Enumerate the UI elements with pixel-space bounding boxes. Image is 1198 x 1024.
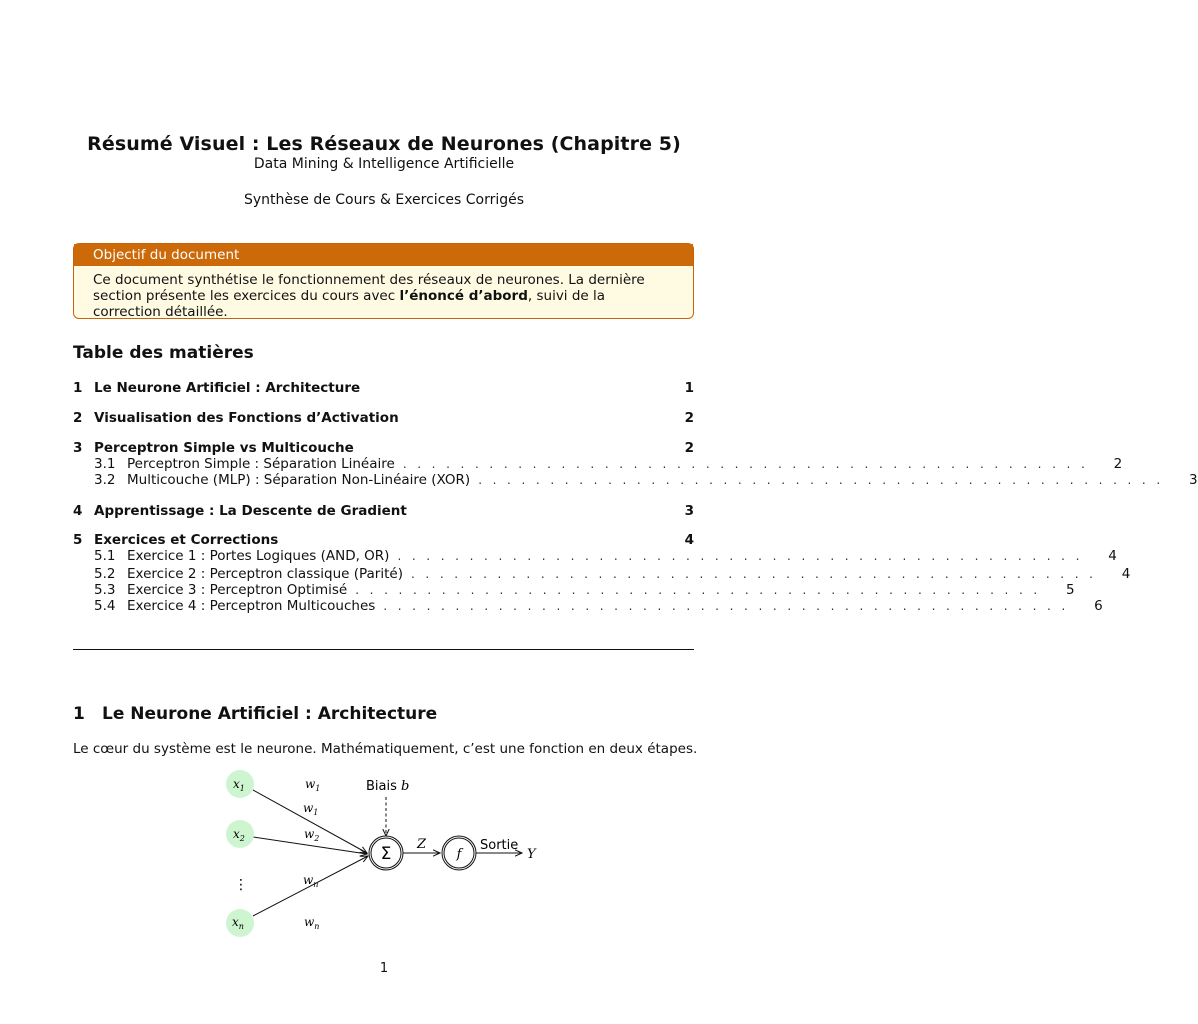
objective-text-bold: l’énoncé d’abord [399,288,528,304]
z-label: Z [417,837,427,852]
toc-entry-number: 3.2 [94,472,116,488]
toc-entry-page: 5 [1066,582,1075,598]
output-label: Sortie [480,838,519,853]
weight-label: $w_2$ [304,827,320,843]
toc-entry-page: 6 [1094,598,1103,614]
document-subtitle: Data Mining & Intelligence Artificielle [253,156,515,172]
section-divider [73,649,694,650]
vertical-ellipsis: ⋮ [234,877,248,893]
toc-title: Table des matières [73,343,254,363]
neuron-diagram [0,760,768,950]
toc-leader-dots: . . . . . . . . . . . . . . . . . . . . . . . . . . . . . . . . . . . . . . . . . . . . . . . . [355,583,1041,597]
toc-subentry[interactable] [73,582,1075,599]
toc-entry-label: Exercice 1 : Portes Logiques (AND, OR) [127,548,390,564]
toc-entry[interactable] [73,532,694,549]
objective-text-start: Ce document synthétise le fonctionnement des réseaux de neurones. La dernière section présente les exercices du cours avec [93,272,645,304]
toc-entry-label: Le Neurone Artificiel : Architecture [94,380,361,396]
toc-entry-label: Exercices et Corrections [94,532,279,548]
section-title: Le Neurone Artificiel : Architecture [102,704,438,724]
document-title: Résumé Visuel : Les Réseaux de Neurones (Chapitre 5) [87,133,681,155]
toc-leader-dots: . . . . . . . . . . . . . . . . . . . . . . . . . . . . . . . . . . . . . . . . . . . . . . . . [478,473,1164,487]
weight-label: $w_n$ [304,915,320,931]
weight-label: $w_1$ [303,801,319,817]
bias-label: Biais b [366,779,410,794]
toc-entry[interactable] [73,380,694,397]
toc-entry-page: 4 [684,532,694,548]
toc-entry-label: Visualisation des Fonctions d’Activation [94,410,399,426]
section-intro: Le cœur du système est le neurone. Mathématiquement, c’est une fonction en deux étapes. [73,741,698,757]
toc-leader-dots: . . . . . . . . . . . . . . . . . . . . . . . . . . . . . . . . . . . . . . . . . . . . . . . . [410,567,1097,581]
section-number: 1 [73,704,85,724]
toc-leader-dots: . . . . . . . . . . . . . . . . . . . . . . . . . . . . . . . . . . . . . . . . . . . . . . . . [397,549,1083,563]
objective-text [74,266,693,320]
input-label-x1: $x_1$ [233,777,245,793]
toc-leader-dots: . . . . . . . . . . . . . . . . . . . . . . . . . . . . . . . . . . . . . . . . . . . . . . . . [402,457,1089,471]
toc-entry-number: 5.1 [94,548,116,564]
objective-text-end: , suivi de la correction détaillée. [93,288,606,320]
toc-leader-dots: . . . . . . . . . . . . . . . . . . . . . . . . . . . . . . . . . . . . . . . . . . . . . . . . [383,599,1069,613]
toc-entry-page: 4 [1121,566,1131,582]
toc-entry[interactable] [73,410,694,427]
toc-entry-number: 5.3 [94,582,116,598]
toc-entry-label: Perceptron Simple : Séparation Linéaire [127,456,395,472]
toc-entry-number: 2 [73,410,83,426]
toc-entry-page: 2 [684,440,694,456]
toc-entry-number: 5.2 [94,566,116,582]
output-symbol: Y [527,847,536,862]
toc-entry-label: Exercice 2 : Perceptron classique (Parité) [127,566,403,582]
input-label-xn: $x_n$ [232,915,244,931]
sum-symbol: Σ [380,844,392,864]
toc-entry-page: 3 [1188,472,1198,488]
toc-subentry[interactable] [73,456,1123,473]
objective-heading: Objectif du document [74,244,693,266]
page-number: 1 [379,961,389,976]
toc-subentry[interactable] [73,566,1131,583]
toc-entry-page: 2 [1113,456,1123,472]
weight-label: $w_n$ [303,873,319,889]
document-tagline: Synthèse de Cours & Exercices Corrigés [243,192,525,208]
toc-entry[interactable] [73,440,694,457]
toc-entry-label: Multicouche (MLP) : Séparation Non-Linéaire (XOR) [127,472,471,488]
toc-entry-number: 5 [73,532,83,548]
section-heading [73,704,437,724]
toc-entry-number: 5.4 [94,598,116,614]
toc-subentry[interactable] [73,598,1103,615]
toc-entry-label: Apprentissage : La Descente de Gradient [94,503,407,519]
input-label-x2: $x_2$ [233,827,245,843]
objective-box [73,243,694,319]
toc-entry-label: Exercice 3 : Perceptron Optimisé [127,582,348,598]
toc-subentry[interactable] [73,472,1198,489]
toc-entry-number: 3 [73,440,83,456]
toc-entry-number: 4 [73,503,83,519]
activation-symbol: f [456,847,462,862]
toc-subentry[interactable] [73,548,1117,565]
toc-entry-number: 3.1 [94,456,116,472]
toc-entry-page: 1 [684,380,694,396]
toc-entry-page: 4 [1108,548,1117,564]
input-edge-x1 [253,790,367,853]
toc-entry-number: 1 [73,380,83,396]
toc-entry-page: 2 [684,410,694,426]
toc-entry-page: 3 [684,503,694,519]
toc-entry[interactable] [73,503,694,520]
toc-entry-label: Exercice 4 : Perceptron Multicouches [127,598,376,614]
weight-label: $w_1$ [305,777,321,793]
toc-entry-label: Perceptron Simple vs Multicouche [94,440,354,456]
